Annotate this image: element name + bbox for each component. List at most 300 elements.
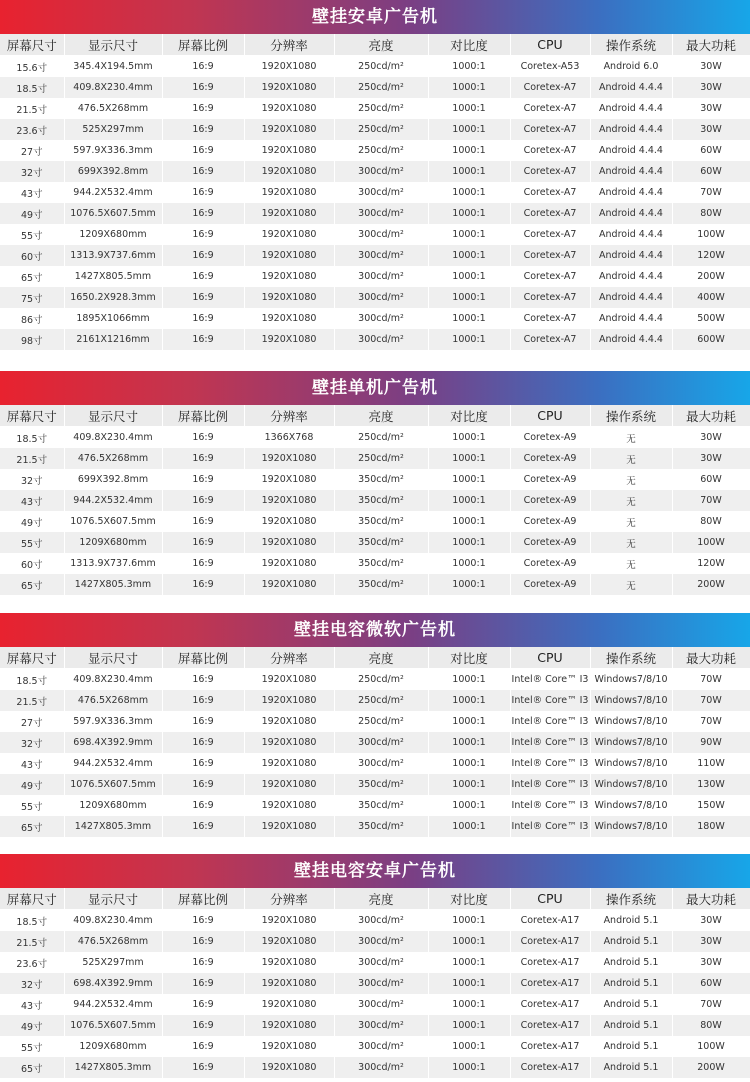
cell-col-aspect-ratio: 16:9 [162, 119, 244, 140]
cell-col-os: Android 4.4.4 [590, 287, 672, 308]
cell-col-max-power: 30W [672, 448, 750, 469]
table-row [0, 1015, 750, 1036]
cell-col-screen-size: 21.5寸 [0, 448, 64, 469]
table-row [0, 511, 750, 532]
cell-col-resolution: 1920X1080 [244, 119, 334, 140]
cell-col-aspect-ratio: 16:9 [162, 224, 244, 245]
spec-table [0, 647, 750, 837]
header-col-cpu: CPU [510, 405, 590, 427]
table-row [0, 490, 750, 511]
header-col-brightness: 亮度 [334, 405, 428, 427]
cell-col-contrast: 1000:1 [428, 203, 510, 224]
cell-col-aspect-ratio: 16:9 [162, 98, 244, 119]
cell-col-contrast: 1000:1 [428, 490, 510, 511]
cell-col-display-size: 1650.2X928.3mm [64, 287, 162, 308]
cell-col-max-power: 200W [672, 574, 750, 595]
cell-col-max-power: 60W [672, 469, 750, 490]
cell-col-aspect-ratio: 16:9 [162, 56, 244, 78]
cell-col-screen-size: 86寸 [0, 308, 64, 329]
cell-col-display-size: 476.5X268mm [64, 690, 162, 711]
header-col-os: 操作系统 [590, 405, 672, 427]
cell-col-contrast: 1000:1 [428, 427, 510, 449]
cell-col-resolution: 1920X1080 [244, 574, 334, 595]
cell-col-screen-size: 18.5寸 [0, 669, 64, 691]
cell-col-brightness: 300cd/m² [334, 308, 428, 329]
cell-col-brightness: 250cd/m² [334, 77, 428, 98]
cell-col-contrast: 1000:1 [428, 774, 510, 795]
header-col-aspect-ratio: 屏幕比例 [162, 888, 244, 910]
cell-col-cpu: Coretex-A17 [510, 994, 590, 1015]
cell-col-brightness: 250cd/m² [334, 98, 428, 119]
cell-col-resolution: 1920X1080 [244, 140, 334, 161]
cell-col-contrast: 1000:1 [428, 119, 510, 140]
cell-col-brightness: 300cd/m² [334, 203, 428, 224]
cell-col-screen-size: 49寸 [0, 203, 64, 224]
cell-col-aspect-ratio: 16:9 [162, 161, 244, 182]
cell-col-display-size: 944.2X532.4mm [64, 182, 162, 203]
cell-col-os: Windows7/8/10 [590, 816, 672, 837]
header-col-max-power: 最大功耗 [672, 647, 750, 669]
cell-col-screen-size: 32寸 [0, 732, 64, 753]
cell-col-resolution: 1920X1080 [244, 490, 334, 511]
cell-col-max-power: 120W [672, 245, 750, 266]
cell-col-max-power: 150W [672, 795, 750, 816]
table-row [0, 161, 750, 182]
cell-col-max-power: 60W [672, 973, 750, 994]
cell-col-os: Android 5.1 [590, 994, 672, 1015]
cell-col-display-size: 1076.5X607.5mm [64, 774, 162, 795]
table-row [0, 224, 750, 245]
cell-col-display-size: 1427X805.5mm [64, 266, 162, 287]
header-col-resolution: 分辨率 [244, 888, 334, 910]
cell-col-aspect-ratio: 16:9 [162, 203, 244, 224]
cell-col-os: Android 4.4.4 [590, 245, 672, 266]
cell-col-max-power: 500W [672, 308, 750, 329]
cell-col-cpu: Coretex-A7 [510, 329, 590, 350]
cell-col-os: Android 5.1 [590, 1015, 672, 1036]
cell-col-max-power: 60W [672, 140, 750, 161]
header-col-screen-size: 屏幕尺寸 [0, 34, 64, 56]
cell-col-contrast: 1000:1 [428, 532, 510, 553]
cell-col-contrast: 1000:1 [428, 973, 510, 994]
table-header-row [0, 888, 750, 910]
cell-col-cpu: Coretex-A9 [510, 448, 590, 469]
cell-col-max-power: 70W [672, 711, 750, 732]
cell-col-cpu: Coretex-A9 [510, 490, 590, 511]
cell-col-display-size: 698.4X392.9mm [64, 973, 162, 994]
cell-col-os: Android 4.4.4 [590, 140, 672, 161]
table-row [0, 329, 750, 350]
cell-col-display-size: 1209X680mm [64, 795, 162, 816]
cell-col-display-size: 1427X805.3mm [64, 574, 162, 595]
cell-col-contrast: 1000:1 [428, 574, 510, 595]
header-col-contrast: 对比度 [428, 34, 510, 56]
spec-table [0, 405, 750, 595]
cell-col-aspect-ratio: 16:9 [162, 690, 244, 711]
cell-col-aspect-ratio: 16:9 [162, 553, 244, 574]
table-row [0, 732, 750, 753]
cell-col-os: Android 4.4.4 [590, 119, 672, 140]
cell-col-os: 无 [590, 574, 672, 595]
cell-col-display-size: 525X297mm [64, 952, 162, 973]
cell-col-display-size: 1076.5X607.5mm [64, 203, 162, 224]
cell-col-display-size: 409.8X230.4mm [64, 669, 162, 691]
cell-col-contrast: 1000:1 [428, 1057, 510, 1078]
cell-col-resolution: 1920X1080 [244, 98, 334, 119]
cell-col-contrast: 1000:1 [428, 1036, 510, 1057]
cell-col-cpu: Intel® Core™ I3 [510, 795, 590, 816]
cell-col-aspect-ratio: 16:9 [162, 1057, 244, 1078]
cell-col-brightness: 350cd/m² [334, 469, 428, 490]
cell-col-aspect-ratio: 16:9 [162, 910, 244, 932]
cell-col-display-size: 525X297mm [64, 119, 162, 140]
cell-col-display-size: 409.8X230.4mm [64, 910, 162, 932]
cell-col-cpu: Coretex-A7 [510, 308, 590, 329]
cell-col-cpu: Coretex-A7 [510, 98, 590, 119]
cell-col-aspect-ratio: 16:9 [162, 574, 244, 595]
cell-col-brightness: 300cd/m² [334, 952, 428, 973]
cell-col-cpu: Coretex-A7 [510, 224, 590, 245]
cell-col-resolution: 1920X1080 [244, 56, 334, 78]
cell-col-brightness: 300cd/m² [334, 287, 428, 308]
cell-col-brightness: 300cd/m² [334, 910, 428, 932]
cell-col-brightness: 350cd/m² [334, 553, 428, 574]
table-row [0, 203, 750, 224]
cell-col-screen-size: 21.5寸 [0, 931, 64, 952]
cell-col-screen-size: 60寸 [0, 245, 64, 266]
cell-col-contrast: 1000:1 [428, 182, 510, 203]
cell-col-os: Windows7/8/10 [590, 711, 672, 732]
cell-col-os: Android 5.1 [590, 931, 672, 952]
cell-col-aspect-ratio: 16:9 [162, 816, 244, 837]
table-row [0, 973, 750, 994]
cell-col-screen-size: 18.5寸 [0, 427, 64, 449]
cell-col-screen-size: 49寸 [0, 511, 64, 532]
cell-col-aspect-ratio: 16:9 [162, 182, 244, 203]
cell-col-resolution: 1920X1080 [244, 469, 334, 490]
cell-col-display-size: 597.9X336.3mm [64, 140, 162, 161]
cell-col-os: Android 4.4.4 [590, 203, 672, 224]
cell-col-os: Android 5.1 [590, 910, 672, 932]
cell-col-resolution: 1920X1080 [244, 816, 334, 837]
cell-col-aspect-ratio: 16:9 [162, 245, 244, 266]
cell-col-aspect-ratio: 16:9 [162, 329, 244, 350]
cell-col-cpu: Coretex-A7 [510, 119, 590, 140]
cell-col-resolution: 1920X1080 [244, 931, 334, 952]
cell-col-screen-size: 18.5寸 [0, 910, 64, 932]
cell-col-brightness: 350cd/m² [334, 511, 428, 532]
cell-col-os: 无 [590, 532, 672, 553]
cell-col-resolution: 1920X1080 [244, 245, 334, 266]
section-title: 壁挂电容安卓广告机 [0, 854, 750, 888]
cell-col-display-size: 345.4X194.5mm [64, 56, 162, 78]
cell-col-max-power: 100W [672, 532, 750, 553]
cell-col-contrast: 1000:1 [428, 690, 510, 711]
cell-col-contrast: 1000:1 [428, 448, 510, 469]
cell-col-contrast: 1000:1 [428, 910, 510, 932]
cell-col-resolution: 1920X1080 [244, 732, 334, 753]
cell-col-contrast: 1000:1 [428, 161, 510, 182]
cell-col-screen-size: 55寸 [0, 795, 64, 816]
table-row [0, 952, 750, 973]
section-wall-capacitive-windows [0, 613, 750, 837]
cell-col-os: 无 [590, 490, 672, 511]
header-col-os: 操作系统 [590, 647, 672, 669]
section-title: 壁挂电容微软广告机 [0, 613, 750, 647]
cell-col-max-power: 100W [672, 224, 750, 245]
cell-col-resolution: 1920X1080 [244, 753, 334, 774]
cell-col-os: Windows7/8/10 [590, 732, 672, 753]
cell-col-max-power: 90W [672, 732, 750, 753]
cell-col-display-size: 1313.9X737.6mm [64, 245, 162, 266]
cell-col-aspect-ratio: 16:9 [162, 266, 244, 287]
cell-col-cpu: Coretex-A7 [510, 203, 590, 224]
cell-col-brightness: 350cd/m² [334, 795, 428, 816]
table-row [0, 931, 750, 952]
cell-col-os: Android 4.4.4 [590, 161, 672, 182]
cell-col-brightness: 300cd/m² [334, 161, 428, 182]
cell-col-contrast: 1000:1 [428, 669, 510, 691]
cell-col-brightness: 250cd/m² [334, 119, 428, 140]
cell-col-os: Android 5.1 [590, 1057, 672, 1078]
section-wall-standalone [0, 371, 750, 595]
cell-col-display-size: 1427X805.3mm [64, 1057, 162, 1078]
cell-col-screen-size: 43寸 [0, 490, 64, 511]
cell-col-os: 无 [590, 469, 672, 490]
cell-col-max-power: 120W [672, 553, 750, 574]
cell-col-max-power: 30W [672, 427, 750, 449]
cell-col-aspect-ratio: 16:9 [162, 931, 244, 952]
table-row [0, 532, 750, 553]
cell-col-max-power: 200W [672, 1057, 750, 1078]
cell-col-os: Android 4.4.4 [590, 77, 672, 98]
cell-col-os: Android 4.4.4 [590, 308, 672, 329]
cell-col-max-power: 400W [672, 287, 750, 308]
cell-col-resolution: 1920X1080 [244, 1057, 334, 1078]
cell-col-cpu: Intel® Core™ I3 [510, 774, 590, 795]
header-col-brightness: 亮度 [334, 34, 428, 56]
header-col-display-size: 显示尺寸 [64, 34, 162, 56]
cell-col-cpu: Coretex-A9 [510, 532, 590, 553]
header-col-resolution: 分辨率 [244, 647, 334, 669]
cell-col-display-size: 409.8X230.4mm [64, 427, 162, 449]
cell-col-contrast: 1000:1 [428, 140, 510, 161]
cell-col-cpu: Intel® Core™ I3 [510, 732, 590, 753]
header-col-aspect-ratio: 屏幕比例 [162, 405, 244, 427]
table-row [0, 553, 750, 574]
cell-col-contrast: 1000:1 [428, 77, 510, 98]
header-col-brightness: 亮度 [334, 647, 428, 669]
cell-col-display-size: 1427X805.3mm [64, 816, 162, 837]
cell-col-os: Windows7/8/10 [590, 753, 672, 774]
cell-col-brightness: 300cd/m² [334, 266, 428, 287]
cell-col-display-size: 1895X1066mm [64, 308, 162, 329]
spec-table [0, 34, 750, 350]
cell-col-screen-size: 98寸 [0, 329, 64, 350]
cell-col-max-power: 130W [672, 774, 750, 795]
cell-col-contrast: 1000:1 [428, 711, 510, 732]
table-row [0, 669, 750, 691]
header-col-display-size: 显示尺寸 [64, 888, 162, 910]
cell-col-aspect-ratio: 16:9 [162, 532, 244, 553]
cell-col-os: Android 5.1 [590, 1036, 672, 1057]
cell-col-resolution: 1920X1080 [244, 669, 334, 691]
cell-col-contrast: 1000:1 [428, 308, 510, 329]
cell-col-cpu: Coretex-A53 [510, 56, 590, 78]
table-row [0, 427, 750, 449]
cell-col-contrast: 1000:1 [428, 511, 510, 532]
header-col-contrast: 对比度 [428, 405, 510, 427]
cell-col-resolution: 1920X1080 [244, 532, 334, 553]
cell-col-os: Windows7/8/10 [590, 774, 672, 795]
header-col-os: 操作系统 [590, 888, 672, 910]
cell-col-cpu: Coretex-A9 [510, 574, 590, 595]
cell-col-contrast: 1000:1 [428, 266, 510, 287]
cell-col-cpu: Coretex-A17 [510, 1036, 590, 1057]
cell-col-cpu: Coretex-A17 [510, 973, 590, 994]
cell-col-display-size: 2161X1216mm [64, 329, 162, 350]
cell-col-cpu: Intel® Core™ I3 [510, 753, 590, 774]
cell-col-resolution: 1920X1080 [244, 182, 334, 203]
cell-col-brightness: 250cd/m² [334, 448, 428, 469]
cell-col-cpu: Intel® Core™ I3 [510, 690, 590, 711]
header-col-display-size: 显示尺寸 [64, 405, 162, 427]
cell-col-cpu: Coretex-A7 [510, 287, 590, 308]
cell-col-resolution: 1920X1080 [244, 973, 334, 994]
header-col-max-power: 最大功耗 [672, 34, 750, 56]
table-row [0, 574, 750, 595]
header-col-max-power: 最大功耗 [672, 405, 750, 427]
cell-col-contrast: 1000:1 [428, 931, 510, 952]
table-row [0, 816, 750, 837]
table-header-row [0, 34, 750, 56]
cell-col-os: Windows7/8/10 [590, 795, 672, 816]
cell-col-contrast: 1000:1 [428, 553, 510, 574]
cell-col-cpu: Coretex-A9 [510, 469, 590, 490]
cell-col-os: 无 [590, 553, 672, 574]
header-col-contrast: 对比度 [428, 888, 510, 910]
cell-col-brightness: 350cd/m² [334, 774, 428, 795]
cell-col-aspect-ratio: 16:9 [162, 774, 244, 795]
cell-col-aspect-ratio: 16:9 [162, 994, 244, 1015]
cell-col-screen-size: 49寸 [0, 1015, 64, 1036]
cell-col-screen-size: 27寸 [0, 140, 64, 161]
cell-col-brightness: 350cd/m² [334, 532, 428, 553]
cell-col-display-size: 944.2X532.4mm [64, 490, 162, 511]
cell-col-screen-size: 65寸 [0, 816, 64, 837]
cell-col-screen-size: 32寸 [0, 161, 64, 182]
cell-col-max-power: 80W [672, 1015, 750, 1036]
cell-col-display-size: 1076.5X607.5mm [64, 1015, 162, 1036]
cell-col-resolution: 1920X1080 [244, 203, 334, 224]
cell-col-display-size: 944.2X532.4mm [64, 994, 162, 1015]
cell-col-cpu: Coretex-A7 [510, 161, 590, 182]
cell-col-aspect-ratio: 16:9 [162, 952, 244, 973]
cell-col-resolution: 1920X1080 [244, 266, 334, 287]
cell-col-resolution: 1920X1080 [244, 994, 334, 1015]
header-col-resolution: 分辨率 [244, 34, 334, 56]
cell-col-resolution: 1920X1080 [244, 511, 334, 532]
header-col-aspect-ratio: 屏幕比例 [162, 34, 244, 56]
cell-col-aspect-ratio: 16:9 [162, 511, 244, 532]
cell-col-brightness: 300cd/m² [334, 182, 428, 203]
cell-col-screen-size: 75寸 [0, 287, 64, 308]
cell-col-display-size: 597.9X336.3mm [64, 711, 162, 732]
table-row [0, 266, 750, 287]
header-col-os: 操作系统 [590, 34, 672, 56]
cell-col-resolution: 1366X768 [244, 427, 334, 449]
cell-col-max-power: 60W [672, 161, 750, 182]
cell-col-resolution: 1920X1080 [244, 690, 334, 711]
section-wall-capacitive-android [0, 854, 750, 1078]
cell-col-brightness: 300cd/m² [334, 973, 428, 994]
cell-col-contrast: 1000:1 [428, 816, 510, 837]
table-row [0, 469, 750, 490]
cell-col-contrast: 1000:1 [428, 469, 510, 490]
cell-col-os: Android 4.4.4 [590, 98, 672, 119]
cell-col-resolution: 1920X1080 [244, 77, 334, 98]
cell-col-cpu: Coretex-A9 [510, 553, 590, 574]
cell-col-contrast: 1000:1 [428, 287, 510, 308]
cell-col-brightness: 250cd/m² [334, 711, 428, 732]
cell-col-resolution: 1920X1080 [244, 774, 334, 795]
header-col-brightness: 亮度 [334, 888, 428, 910]
cell-col-screen-size: 43寸 [0, 994, 64, 1015]
cell-col-brightness: 350cd/m² [334, 490, 428, 511]
cell-col-display-size: 698.4X392.9mm [64, 732, 162, 753]
cell-col-screen-size: 32寸 [0, 469, 64, 490]
cell-col-cpu: Coretex-A7 [510, 140, 590, 161]
cell-col-os: 无 [590, 427, 672, 449]
header-col-screen-size: 屏幕尺寸 [0, 405, 64, 427]
table-row [0, 448, 750, 469]
cell-col-resolution: 1920X1080 [244, 952, 334, 973]
cell-col-screen-size: 27寸 [0, 711, 64, 732]
cell-col-contrast: 1000:1 [428, 98, 510, 119]
header-col-aspect-ratio: 屏幕比例 [162, 647, 244, 669]
cell-col-display-size: 944.2X532.4mm [64, 753, 162, 774]
table-header-row [0, 405, 750, 427]
cell-col-max-power: 30W [672, 98, 750, 119]
cell-col-aspect-ratio: 16:9 [162, 448, 244, 469]
cell-col-max-power: 30W [672, 119, 750, 140]
table-row [0, 56, 750, 78]
cell-col-aspect-ratio: 16:9 [162, 1036, 244, 1057]
cell-col-resolution: 1920X1080 [244, 161, 334, 182]
cell-col-display-size: 699X392.8mm [64, 161, 162, 182]
header-col-display-size: 显示尺寸 [64, 647, 162, 669]
cell-col-cpu: Coretex-A7 [510, 266, 590, 287]
cell-col-cpu: Coretex-A17 [510, 931, 590, 952]
cell-col-brightness: 350cd/m² [334, 574, 428, 595]
cell-col-aspect-ratio: 16:9 [162, 795, 244, 816]
cell-col-contrast: 1000:1 [428, 732, 510, 753]
header-col-cpu: CPU [510, 647, 590, 669]
header-col-cpu: CPU [510, 888, 590, 910]
cell-col-cpu: Coretex-A7 [510, 182, 590, 203]
table-row [0, 690, 750, 711]
cell-col-contrast: 1000:1 [428, 1015, 510, 1036]
cell-col-screen-size: 65寸 [0, 574, 64, 595]
cell-col-resolution: 1920X1080 [244, 329, 334, 350]
cell-col-cpu: Intel® Core™ I3 [510, 711, 590, 732]
cell-col-aspect-ratio: 16:9 [162, 753, 244, 774]
section-wall-android [0, 0, 750, 350]
header-col-cpu: CPU [510, 34, 590, 56]
cell-col-screen-size: 65寸 [0, 1057, 64, 1078]
cell-col-resolution: 1920X1080 [244, 795, 334, 816]
cell-col-brightness: 250cd/m² [334, 690, 428, 711]
